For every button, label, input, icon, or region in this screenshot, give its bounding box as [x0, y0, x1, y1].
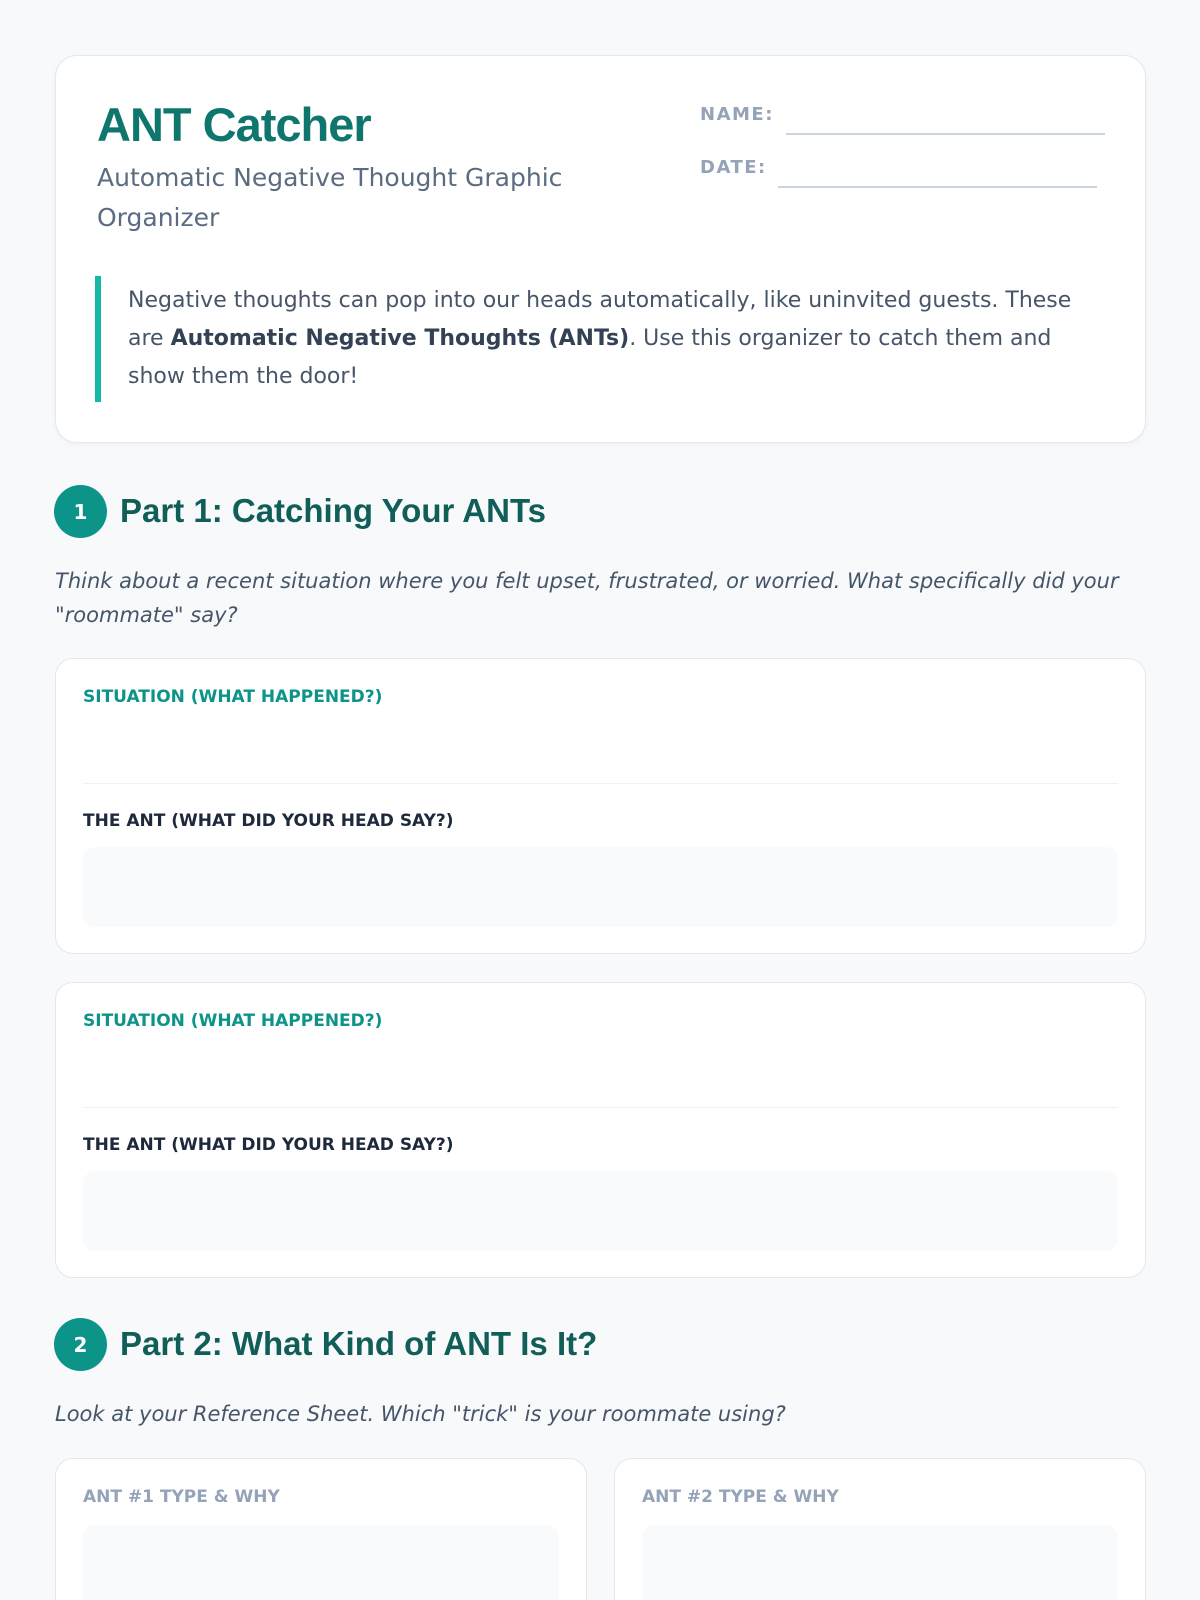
page-title: ANT Catcher: [97, 98, 371, 151]
intro-text-end: . Use this organizer to catch them and show them the door!: [128, 326, 1052, 389]
page-subtitle: Automatic Negative Thought Graphic Organizer: [97, 163, 563, 232]
part1-title: Part 1: Catching Your ANTs: [120, 492, 547, 529]
ant-type-label-1: ANT #1 TYPE & WHY: [83, 1487, 280, 1507]
part1-number-badge: 1: [54, 485, 107, 538]
name-field[interactable]: [786, 133, 1105, 135]
situation-input-1[interactable]: [83, 783, 1118, 784]
part2-number-badge: 2: [54, 1318, 107, 1371]
situation-card-1: [55, 658, 1146, 954]
date-field[interactable]: [778, 186, 1097, 188]
name-label: NAME:: [700, 104, 774, 125]
situation-label: SITUATION (WHAT HAPPENED?): [83, 1011, 383, 1031]
situation-card-2: [55, 982, 1146, 1278]
ant-input-1[interactable]: [83, 847, 1118, 927]
situation-input-2[interactable]: [83, 1107, 1118, 1108]
intro-text-bold: Automatic Negative Thoughts (ANTs): [170, 326, 630, 351]
situation-label: SITUATION (WHAT HAPPENED?): [83, 687, 383, 707]
ant-label: THE ANT (WHAT DID YOUR HEAD SAY?): [83, 811, 454, 831]
header-card: [55, 55, 1146, 443]
part2-description: Look at your Reference Sheet. Which "trick" is your roommate using?: [55, 1402, 786, 1426]
intro-text-start: Negative thoughts can pop into our heads automatically, like uninvited guests. These are: [128, 288, 1072, 351]
intro-callout: [95, 276, 1105, 402]
ant-type-input-1[interactable]: [83, 1525, 559, 1600]
part2-title: Part 2: What Kind of ANT Is It?: [120, 1325, 598, 1362]
part1-description: Think about a recent situation where you felt upset, frustrated, or worried. What specifically did your "roommate" say?: [55, 569, 1119, 627]
date-label: DATE:: [700, 157, 767, 178]
ant-label: THE ANT (WHAT DID YOUR HEAD SAY?): [83, 1135, 454, 1155]
ant-type-card-1: [55, 1458, 587, 1600]
ant-type-card-2: [614, 1458, 1146, 1600]
ant-type-label-2: ANT #2 TYPE & WHY: [642, 1487, 839, 1507]
ant-input-2[interactable]: [83, 1171, 1118, 1251]
ant-type-input-2[interactable]: [642, 1525, 1118, 1600]
